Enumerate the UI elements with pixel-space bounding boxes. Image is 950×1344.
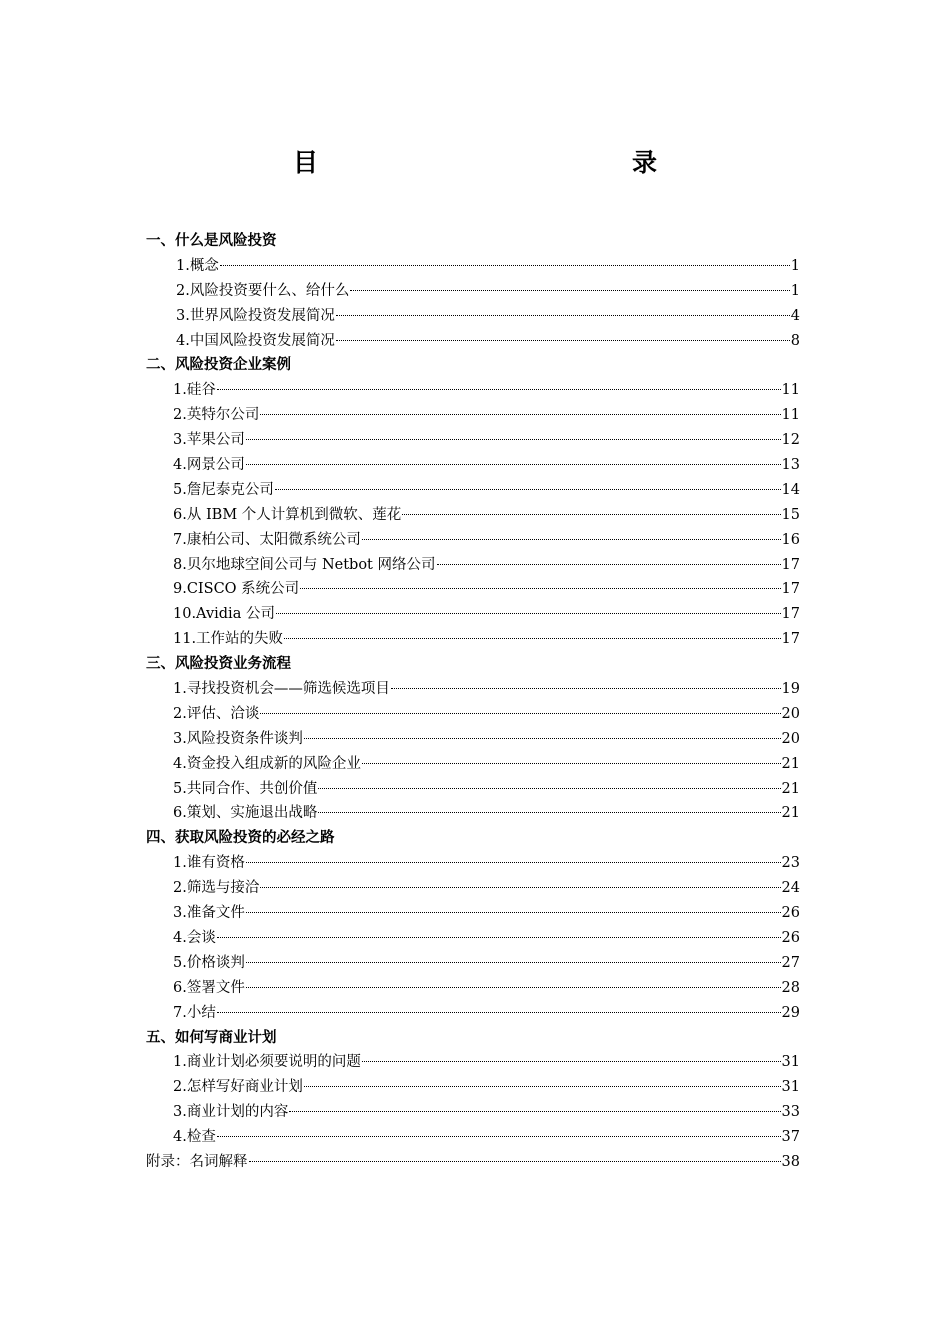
toc-chapter-row	[0, 652, 950, 677]
toc-entry-row	[0, 478, 950, 503]
toc-entry-label: 3.商业计划的内容	[173, 1104, 289, 1121]
toc-entry-label: 7.小结	[173, 1004, 216, 1021]
toc-page-number: 31	[781, 1079, 800, 1096]
toc-entry-row	[0, 304, 950, 329]
toc-entry[interactable]	[173, 428, 800, 453]
toc-page-number: 24	[781, 880, 800, 897]
dot-leader	[289, 1111, 780, 1112]
toc-entry-label: 4.资金投入组成新的风险企业	[173, 755, 361, 772]
toc-entry-label: 7.康柏公司、太阳微系统公司	[173, 531, 361, 548]
toc-entry-row	[0, 851, 950, 876]
toc-entry-label: 9.CISCO 系统公司	[173, 581, 300, 598]
toc-entry-label: 6.签署文件	[173, 979, 245, 996]
toc-entry-label: 4.会谈	[173, 929, 216, 946]
toc-chapter-heading[interactable]: 四、获取风险投资的必经之路	[146, 830, 335, 847]
toc-entry[interactable]	[176, 329, 800, 354]
page-title: 目 录	[292, 148, 745, 177]
toc-entry[interactable]	[173, 403, 800, 428]
toc-entry[interactable]	[173, 677, 800, 702]
toc-page-number: 1	[790, 282, 800, 299]
dot-leader	[260, 414, 780, 415]
toc-entry-row	[0, 528, 950, 553]
toc-entry[interactable]	[173, 528, 800, 553]
toc-entry[interactable]	[173, 553, 800, 578]
toc-entry-label: 2.筛选与接洽	[173, 880, 260, 897]
toc-entry[interactable]	[176, 304, 800, 329]
toc-entry-label: 5.价格谈判	[173, 954, 245, 971]
toc-page-number: 1	[790, 257, 800, 274]
toc-page-number: 14	[781, 481, 800, 498]
toc-entry-label: 1.商业计划必须要说明的问题	[173, 1054, 361, 1071]
dot-leader	[362, 1061, 781, 1062]
toc-entry[interactable]	[173, 1075, 800, 1100]
dot-leader	[362, 763, 781, 764]
toc-entry-row	[0, 453, 950, 478]
dot-leader	[300, 588, 780, 589]
toc-page-number: 26	[781, 929, 800, 946]
dot-leader	[246, 464, 781, 465]
toc-entry-row	[0, 1075, 950, 1100]
toc-entry[interactable]	[173, 976, 800, 1001]
toc-page-number: 28	[781, 979, 800, 996]
toc-entry-label: 2.风险投资要什么、给什么	[176, 282, 350, 299]
toc-entry[interactable]	[173, 851, 800, 876]
toc-entry[interactable]	[173, 702, 800, 727]
dot-leader	[220, 265, 790, 266]
toc-entry[interactable]	[173, 1125, 800, 1150]
toc-entry-label: 4.网景公司	[173, 457, 245, 474]
toc-page-number: 21	[781, 805, 800, 822]
toc-entry[interactable]	[173, 752, 800, 777]
toc-page-number: 16	[781, 531, 800, 548]
toc-entry-row	[0, 801, 950, 826]
toc-entry-label: 6.策划、实施退出战略	[173, 805, 318, 822]
toc-page-number: 20	[781, 705, 800, 722]
dot-leader	[318, 788, 780, 789]
toc-entry-label: 1.硅谷	[173, 382, 216, 399]
toc-entry-row	[0, 378, 950, 403]
toc-page-number: 23	[781, 855, 800, 872]
toc-entry[interactable]	[173, 1100, 800, 1125]
toc-page-number: 27	[781, 954, 800, 971]
toc-entry[interactable]	[173, 901, 800, 926]
toc-chapter-heading[interactable]: 三、风险投资业务流程	[146, 656, 291, 673]
dot-leader	[336, 340, 790, 341]
toc-page-number: 38	[781, 1153, 800, 1170]
toc-entry-row	[0, 901, 950, 926]
dot-leader	[350, 290, 789, 291]
toc-page-number: 19	[781, 681, 800, 698]
toc-page-number: 20	[781, 730, 800, 747]
toc-entry[interactable]	[146, 1150, 800, 1175]
toc-entry-label: 1.谁有资格	[173, 855, 245, 872]
dot-leader	[275, 489, 781, 490]
dot-leader	[284, 638, 780, 639]
toc-entry[interactable]	[173, 478, 800, 503]
toc-page-number: 17	[781, 606, 800, 623]
toc-page-number: 21	[781, 780, 800, 797]
toc-chapter-heading[interactable]: 五、如何写商业计划	[146, 1029, 277, 1046]
toc-page-number: 37	[781, 1129, 800, 1146]
dot-leader	[246, 439, 781, 440]
toc-page-number: 4	[790, 307, 800, 324]
toc-entry[interactable]	[173, 876, 800, 901]
toc-page-number: 29	[781, 1004, 800, 1021]
toc-entry[interactable]	[173, 503, 800, 528]
toc-entry-row	[0, 403, 950, 428]
toc-entry-label: 1.寻找投资机会——筛选候选项目	[173, 681, 390, 698]
toc-entry-row	[0, 1001, 950, 1026]
toc-entry-label: 2.英特尔公司	[173, 407, 260, 424]
toc-entry[interactable]	[173, 627, 800, 652]
toc-entry[interactable]	[173, 378, 800, 403]
toc-entry[interactable]	[173, 453, 800, 478]
toc-entry-label: 3.风险投资条件谈判	[173, 730, 303, 747]
dot-leader	[260, 887, 780, 888]
toc-entry[interactable]	[173, 577, 800, 602]
toc-entry[interactable]	[176, 254, 800, 279]
toc-page-number: 11	[781, 407, 800, 424]
dot-leader	[260, 713, 780, 714]
dot-leader	[437, 564, 781, 565]
dot-leader	[304, 738, 781, 739]
toc-entry[interactable]	[173, 777, 800, 802]
toc-entry-label: 8.贝尔地球空间公司与 Netbot 网络公司	[173, 556, 436, 573]
toc-entry-row	[0, 777, 950, 802]
dot-leader	[249, 1161, 781, 1162]
dot-leader	[318, 812, 780, 813]
toc-entry-row	[0, 329, 950, 354]
toc-page-number: 33	[781, 1104, 800, 1121]
toc-entry-row	[0, 553, 950, 578]
dot-leader	[276, 613, 781, 614]
toc-entry-label: 10.Avidia 公司	[173, 606, 275, 623]
toc-entry-row	[0, 602, 950, 627]
toc-entry[interactable]	[173, 801, 800, 826]
toc-entry-row	[0, 951, 950, 976]
toc-chapter-heading[interactable]: 一、什么是风险投资	[146, 233, 277, 249]
toc-entry-label: 6.从 IBM 个人计算机到微软、莲花	[173, 506, 402, 523]
dot-leader	[217, 1136, 781, 1137]
toc-entry-label: 11.工作站的失败	[173, 631, 284, 648]
toc-entry[interactable]	[176, 279, 800, 304]
toc-entry-row	[0, 1150, 950, 1175]
toc-entry-row	[0, 428, 950, 453]
toc-entry-row	[0, 727, 950, 752]
toc-page-number: 21	[781, 755, 800, 772]
dot-leader	[362, 539, 781, 540]
toc-entry-row	[0, 702, 950, 727]
toc-page-number: 11	[781, 382, 800, 399]
toc-entry-label: 3.苹果公司	[173, 432, 245, 449]
dot-leader	[217, 389, 781, 390]
toc-entry[interactable]	[173, 951, 800, 976]
toc-entry-row	[0, 752, 950, 777]
toc-entry[interactable]	[173, 602, 800, 627]
toc-entry-row	[0, 1125, 950, 1150]
toc-entry-row	[0, 1100, 950, 1125]
toc-entry-label: 5.詹尼泰克公司	[173, 481, 274, 498]
toc-page-number: 12	[781, 432, 800, 449]
toc-entry-label: 5.共同合作、共创价值	[173, 780, 318, 797]
dot-leader	[246, 962, 781, 963]
dot-leader	[246, 912, 781, 913]
dot-leader	[304, 1086, 781, 1087]
toc-entry-label: 附录：名词解释	[146, 1153, 248, 1170]
toc-entry-row	[0, 1050, 950, 1075]
toc-entry-row	[0, 627, 950, 652]
toc-entry-label: 3.世界风险投资发展简况	[176, 307, 335, 324]
toc-entry[interactable]	[173, 926, 800, 951]
toc-chapter-row	[0, 229, 950, 254]
toc-chapter-row	[0, 1026, 950, 1051]
toc-entry-label: 2.评估、洽谈	[173, 705, 260, 722]
toc-entry-row	[0, 279, 950, 304]
dot-leader	[246, 987, 781, 988]
toc-page-number: 31	[781, 1054, 800, 1071]
toc-entry-row	[0, 577, 950, 602]
dot-leader	[391, 688, 781, 689]
toc-entry-label: 4.检查	[173, 1129, 216, 1146]
toc-entry-row	[0, 926, 950, 951]
table-of-contents	[0, 229, 950, 1175]
toc-entry[interactable]	[173, 1050, 800, 1075]
toc-entry-row	[0, 677, 950, 702]
toc-chapter-row	[0, 353, 950, 378]
toc-entry-row	[0, 876, 950, 901]
toc-entry-row	[0, 503, 950, 528]
toc-chapter-row	[0, 826, 950, 851]
toc-entry-row	[0, 976, 950, 1001]
toc-entry-label: 2.怎样写好商业计划	[173, 1079, 303, 1096]
toc-page-number: 15	[781, 506, 800, 523]
dot-leader	[402, 514, 780, 515]
toc-page-number: 17	[781, 631, 800, 648]
toc-entry[interactable]	[173, 1001, 800, 1026]
dot-leader	[217, 1012, 781, 1013]
dot-leader	[217, 937, 781, 938]
toc-page-number: 26	[781, 905, 800, 922]
toc-entry[interactable]	[173, 727, 800, 752]
toc-entry-label: 4.中国风险投资发展简况	[176, 332, 335, 349]
toc-entry-label: 1.概念	[176, 257, 219, 274]
toc-entry-row	[0, 254, 950, 279]
dot-leader	[246, 862, 781, 863]
toc-chapter-heading[interactable]: 二、风险投资企业案例	[146, 357, 291, 374]
toc-page-number: 17	[781, 556, 800, 573]
dot-leader	[336, 315, 790, 316]
toc-page-number: 8	[790, 332, 800, 349]
toc-page-number: 13	[781, 457, 800, 474]
toc-page-number: 17	[781, 581, 800, 598]
toc-entry-label: 3.准备文件	[173, 905, 245, 922]
